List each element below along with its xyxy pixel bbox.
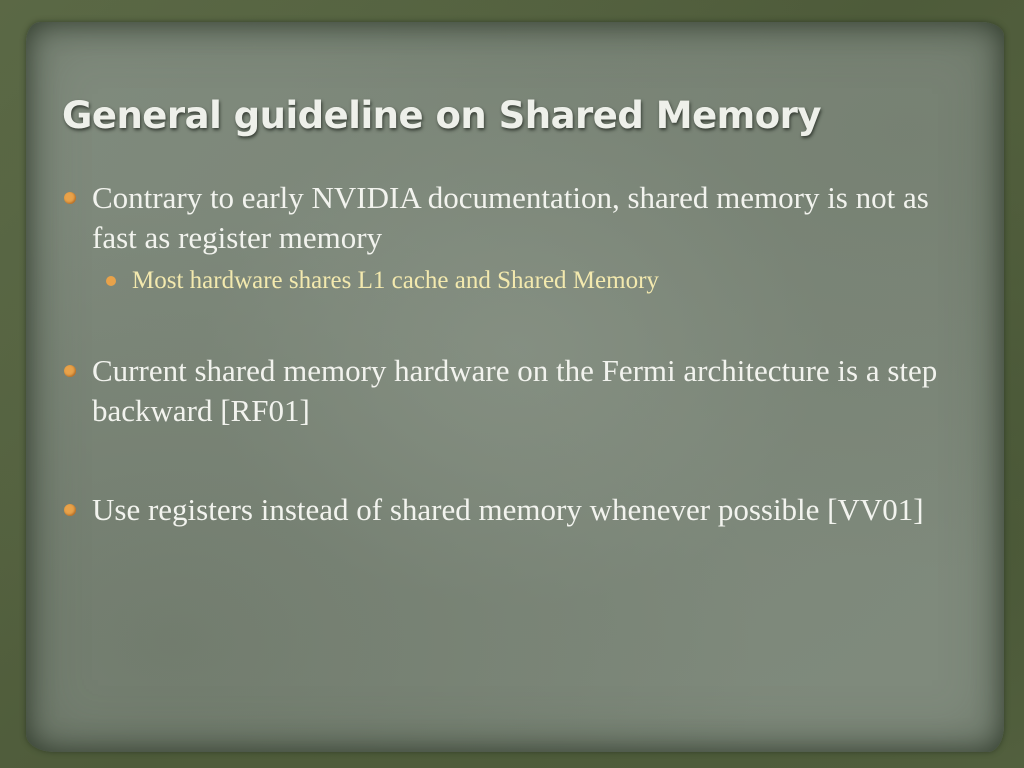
sub-bullet-dot-icon <box>106 276 116 286</box>
slide-content <box>60 178 960 530</box>
bullet-text: Contrary to early NVIDIA documentation, shared memory is not as fast as register memory <box>92 180 929 255</box>
bullet-dot-icon <box>64 504 76 516</box>
bullet-dot-icon <box>64 192 76 204</box>
bullet-item <box>60 178 960 258</box>
bullet-item <box>60 490 960 530</box>
sub-bullet-item <box>102 264 960 298</box>
bullet-item <box>60 351 960 431</box>
bullet-text: Use registers instead of shared memory whenever possible [VV01] <box>92 492 924 527</box>
slide-title: General guideline on Shared Memory <box>62 94 822 137</box>
sub-bullet-text: Most hardware shares L1 cache and Shared Memory <box>132 267 659 294</box>
bullet-text: Current shared memory hardware on the Fermi architecture is a step backward [RF01] <box>92 353 938 428</box>
bullet-dot-icon <box>64 365 76 377</box>
